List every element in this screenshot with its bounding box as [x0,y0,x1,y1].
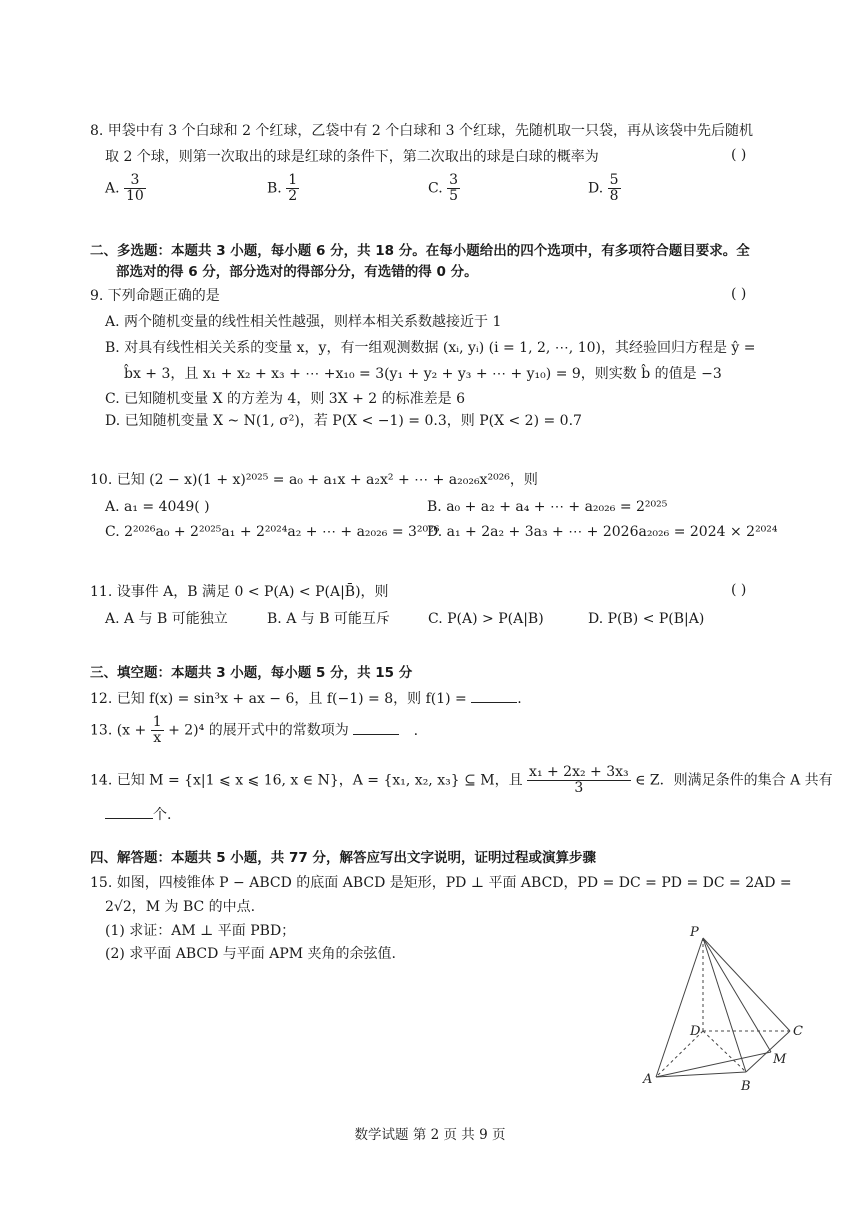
q14-fraction: $\frac{\text{x₁ + 2x₂ + 3x₃}}{3}$ [529,764,629,796]
section4-heading: 四、解答题：本题共 5 小题，共 77 分，解答应写出文字说明，证明过程或演算步骤 [90,850,596,866]
q12: 12. 已知 f(x) = sin³x + ax − 6，且 f(−1) = 8，则 f(1) = . [90,688,522,709]
q9-answer-paren: ( ) [731,286,747,302]
q15-part1: (1) 求证：AM ⊥ 平面 PBD； [105,923,296,939]
q11-option-a: A. A 与 B 可能独立 [105,611,228,627]
q8-option-c-fraction: $\frac{3}{5}$ [449,172,459,204]
q8-option-b: B. $\frac{1}{2}$ [267,172,298,204]
label-a: A [643,1072,653,1087]
q9-option-b-line2: b̂x + 3，且 x₁ + x₂ + x₃ + ⋯ +x₁₀ = 3(y₁ + y₂ + y₃ + ⋯ + y₁₀) = 9，则实数 b̂ 的值是 −3 [124,366,722,382]
page-footer: 数学试题 第 2 页 共 9 页 [354,1127,506,1143]
section2-heading-line2: 部选对的得 6 分，部分选对的得部分分，有选错的得 0 分。 [116,264,478,280]
q14-tail: ∈ Z．则满足条件的集合 A 共有 [635,772,833,789]
q9-option-a: A. 两个随机变量的线性相关性越强，则样本相关系数越接近于 1 [105,314,502,330]
pyramid-figure [640,920,810,1100]
q9-option-c: C. 已知随机变量 X 的方差为 4，则 3X + 2 的标准差是 6 [105,391,466,407]
q10-option-c: C. 2²⁰²⁶a₀ + 2²⁰²⁵a₁ + 2²⁰²⁴a₂ + ⋯ + a₂₀₂₆ = 3²⁰²⁶ [105,524,440,540]
label-p: P [690,925,699,940]
q15-part2: (2) 求平面 ABCD 与平面 APM 夹角的余弦值. [105,946,396,962]
edge-pm [703,938,771,1052]
q8-option-d: D. $\frac{5}{8}$ [588,172,619,204]
q13-fraction: $\frac{1}{x}$ [152,714,162,746]
q8-option-d-fraction: $\frac{5}{8}$ [609,172,619,204]
edge-pb [703,938,746,1072]
q15-line2: 2√2，M 为 BC 的中点. [105,899,256,915]
q8-line1: 8. 甲袋中有 3 个白球和 2 个红球，乙袋中有 2 个白球和 3 个红球，先随机取一只袋，再从该袋中先后随机 [90,123,754,139]
q9-option-b-line1: B. 对具有线性相关关系的变量 x，y，有一组观测数据 (xᵢ, yᵢ) (i = 1, 2, ⋯, 10)，其经验回归方程是 ŷ = [105,340,756,356]
label-c: C [793,1024,803,1039]
q14 [90,765,833,796]
label-b: B [741,1079,751,1094]
q12-text: 12. 已知 f(x) = sin³x + ax − 6，且 f(−1) = 8，则 f(1) = [90,691,467,707]
label-d: D [690,1024,701,1039]
q11-option-d: D. P(B) < P(B|A) [588,611,705,627]
q8-option-a-fraction: $\frac{3}{10}$ [126,172,144,204]
q10-option-d: D. a₁ + 2a₂ + 3a₃ + ⋯ + 2026a₂₀₂₆ = 2024 × 2²⁰²⁴ [427,524,778,540]
q8-option-a: A. $\frac{3}{10}$ [105,172,144,204]
q8-answer-paren: ( ) [731,147,747,163]
q14-line2: 个. [105,804,171,825]
q15-line1: 15. 如图，四棱锥体 P − ABCD 的底面 ABCD 是矩形，PD ⊥ 平面 ABCD，PD = DC = PD = DC = 2AD = [90,875,792,891]
q14-answer-blank [105,804,153,819]
section2-heading-line1: 二、多选题：本题共 3 小题，每小题 6 分，共 18 分。在每小题给出的四个选项中，有多项符合题目要求。全 [90,243,750,259]
label-m: M [773,1052,787,1067]
q10-option-b: B. a₀ + a₂ + a₄ + ⋯ + a₂₀₂₆ = 2²⁰²⁵ [427,499,668,515]
q11-answer-paren: ( ) [731,582,747,598]
q10-option-a: A. a₁ = 4049( ) [105,499,210,515]
q8-option-c: C. $\frac{3}{5}$ [428,172,459,204]
q10-stem: 10. 已知 (2 − x)(1 + x)²⁰²⁵ = a₀ + a₁x + a₂x² + ⋯ + a₂₀₂₆x²⁰²⁶，则 [90,472,538,488]
q12-answer-blank [471,688,517,703]
q13: 13. (x + $\frac{1}{x}$ + 2)⁴ 的展开式中的常数项为 . [90,714,419,746]
q8-line2: 取 2 个球，则第一次取出的球是红球的条件下，第二次取出的球是白球的概率为 [105,149,599,165]
edge-pc [703,938,790,1031]
q11-stem: 11. 设事件 A，B 满足 0 < P(A) < P(A|B̄)，则 [90,584,389,600]
q9-option-d: D. 已知随机变量 X ~ N(1, σ²)，若 P(X < −1) = 0.3，则 P(X < 2) = 0.7 [105,413,582,429]
q8-option-b-fraction: $\frac{1}{2}$ [288,172,298,204]
section3-heading: 三、填空题：本题共 3 小题，每小题 5 分，共 15 分 [90,665,413,681]
edge-pa [656,938,703,1077]
q13-answer-blank [353,720,399,735]
q9-stem: 9. 下列命题正确的是 [90,288,220,304]
q11-option-c: C. P(A) > P(A|B) [428,611,544,627]
q11-option-b: B. A 与 B 可能互斥 [267,611,390,627]
q14-text: 14. 已知 M = {x|1 ⩽ x ⩽ 16, x ∈ N}，A = {x₁, x₂, x₃} ⊆ M，且 [90,772,523,789]
